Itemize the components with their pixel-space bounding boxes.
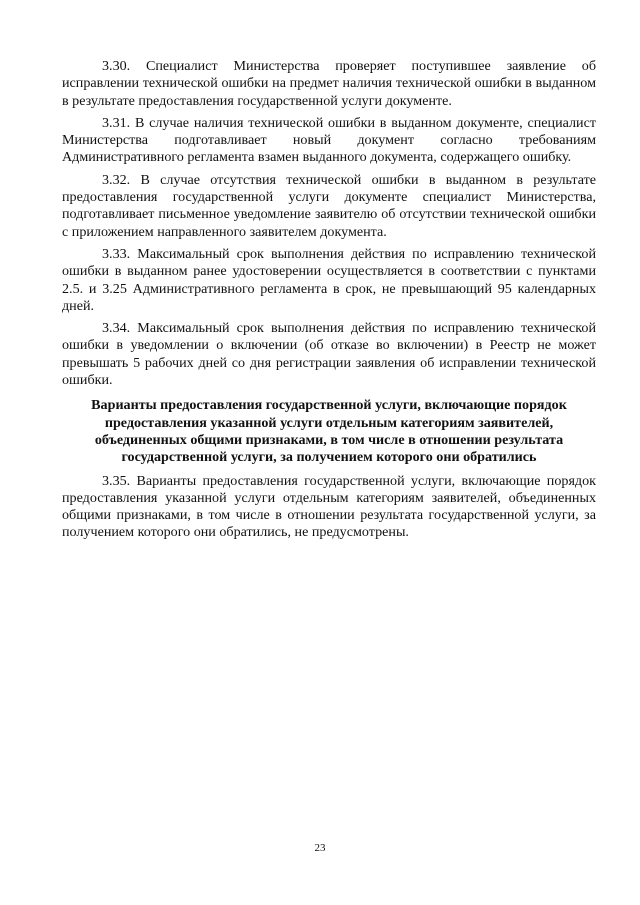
paragraph-3-33: 3.33. Максимальный срок выполнения действия по исправлению технической ошибки в выданном ранее удостоверении осуществляется в соответствии с пунктами 2.5. и 3.25 Административного регламента в срок, не превышающий 95 календарных дней. [62,245,596,314]
paragraph-3-30: 3.30. Специалист Министерства проверяет поступившее заявление об исправлении технической ошибки на предмет наличия технической ошибки в выданном в результате предоставления государственной услуги документе. [62,58,596,109]
paragraph-3-31: 3.31. В случае наличия технической ошибки в выданном документе, специалист Министерства подготавливает новый документ согласно требованиям Административного регламента взамен выданного документа, содержащего ошибку. [62,114,596,166]
section-heading: Варианты предоставления государственной услуги, включающие порядок предоставления указанной услуги отдельным категориям заявителей, объединенных общими признаками, в том числе в отношении результата государственной услуги, за получением которого они обратились [91,397,567,466]
paragraph-3-35: 3.35. Варианты предоставления государственной услуги, включающие порядок предоставления указанной услуги отдельным категориям заявителей, объединенных общими признаками, в том числе в отношении результата государственной услуги, за получением которого они обратились, не предусмотрены. [62,472,596,541]
paragraph-3-32: 3.32. В случае отсутствия технической ошибки в выданном в результате предоставления государственной услуги документе специалист Министерства, подготавливает письменное уведомление заявителю об отсутствии технической ошибки с приложением направленного заявителем документа. [62,171,596,240]
page-number: 23 [314,842,326,854]
page-content [62,58,596,547]
paragraph-3-34: 3.34. Максимальный срок выполнения действия по исправлению технической ошибки в уведомлении о включении (об отказе во включении) в Реестр не может превышать 5 рабочих дней со дня регистрации заявления об исправлении технической ошибки. [62,320,596,389]
